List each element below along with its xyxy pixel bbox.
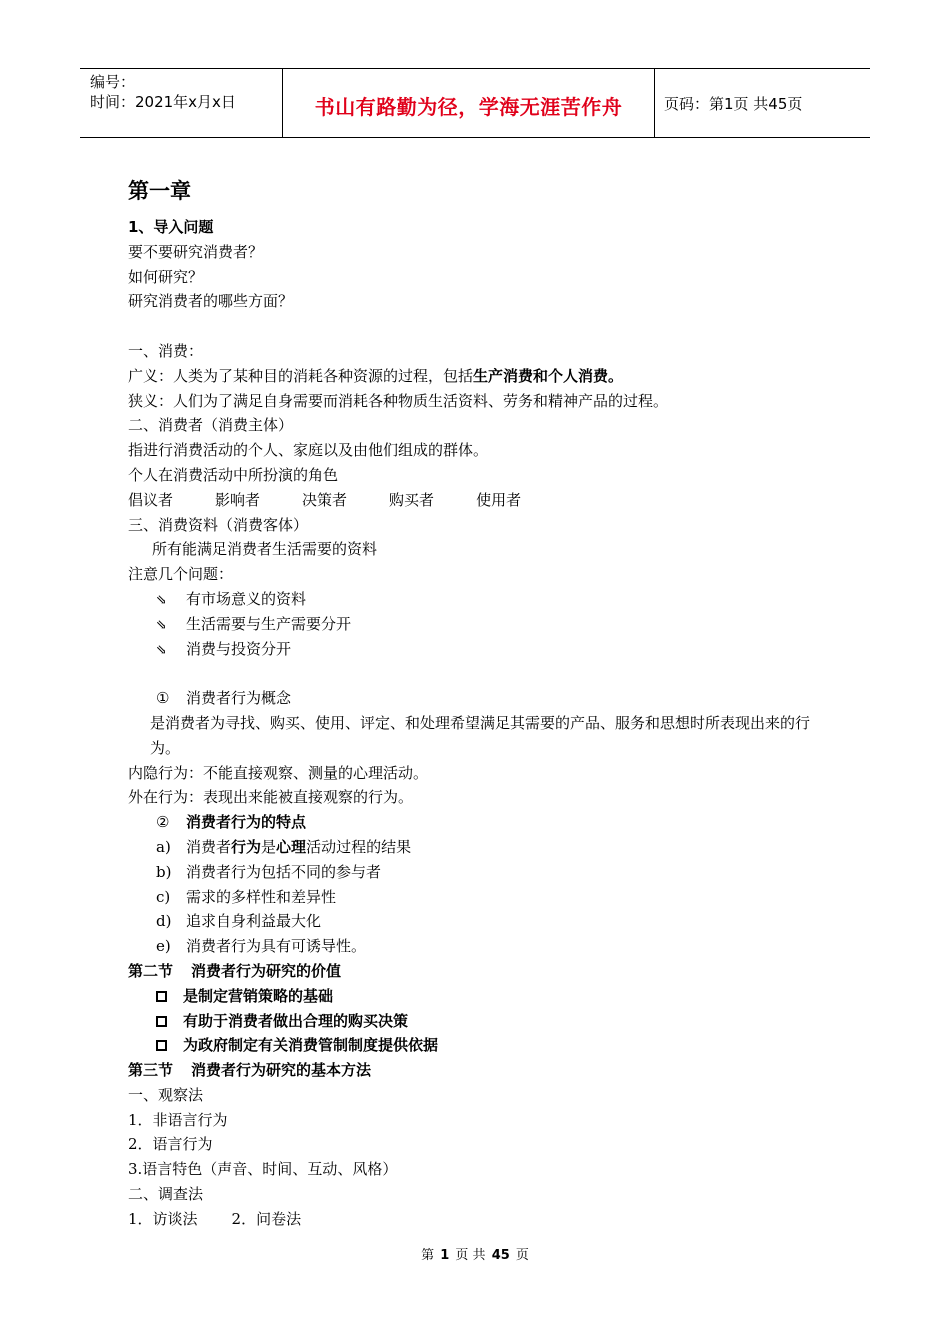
- broad-text: 广义：人类为了某种目的消耗各种资源的过程，包括: [128, 366, 474, 385]
- document-body: [128, 170, 828, 1232]
- chapter-title: 第一章: [128, 179, 191, 203]
- intro-title: 1、导入问题: [128, 218, 214, 236]
- checkbox-bullet-icon: [156, 1040, 167, 1051]
- feature-item: b) 消费者行为包括不同的参与者: [156, 862, 382, 881]
- method-item: 2．语言行为: [128, 1135, 213, 1154]
- question-1: 要不要研究消费者？: [128, 242, 264, 261]
- role-item: 使用者: [476, 490, 522, 509]
- concept-heading: ① 消费者行为概念: [128, 686, 828, 711]
- concept-definition: 是消费者为寻找、购买、使用、评定、和处理希望满足其需要的产品、服务和思想时所表现出来的行为。: [150, 713, 811, 757]
- materials-definition: 所有能满足消费者生活需要的资料: [152, 540, 378, 559]
- section-consumer: 二、消费者（消费主体）: [128, 416, 294, 435]
- doc-number-label: 编号：: [90, 73, 136, 91]
- circled-number: ①: [156, 689, 170, 708]
- note-item: ⇘ 消费与投资分开: [128, 637, 828, 662]
- notes-title: 注意几个问题：: [128, 565, 234, 584]
- section-3-heading: 第三节 消费者行为研究的基本方法: [128, 1061, 372, 1080]
- arrow-bullet-icon: ⇘: [156, 642, 167, 658]
- role-item: 倡议者: [128, 490, 174, 509]
- checkbox-bullet-icon: [156, 991, 167, 1002]
- feature-item: c) 需求的多样性和差异性: [156, 887, 337, 906]
- footer-page-number: 1: [440, 1248, 450, 1263]
- arrow-bullet-icon: ⇘: [156, 592, 167, 608]
- value-item: 有助于消费者做出合理的购买决策: [128, 1009, 828, 1034]
- doc-time-label: 时间：2021年x月x日: [90, 93, 236, 111]
- roles-intro: 个人在消费活动中所扮演的角色: [128, 465, 339, 484]
- header-motto: 书山有路勤为径，学海无涯苦作舟: [283, 69, 655, 137]
- note-item: ⇘ 生活需要与生产需要分开: [128, 612, 828, 637]
- narrow-definition: 狭义：人们为了满足自身需要而消耗各种物质生活资料、劳务和精神产品的过程。: [128, 391, 669, 410]
- section-consumer-materials: 三、消费资料（消费客体）: [128, 515, 309, 534]
- circled-number: ②: [156, 813, 170, 832]
- question-3: 研究消费者的哪些方面？: [128, 292, 294, 311]
- explicit-behavior: 外在行为：表现出来能被直接观察的行为。: [128, 788, 414, 807]
- feature-item: a) 消费者行为是心理活动过程的结果: [156, 837, 412, 856]
- header-meta: [80, 69, 283, 137]
- arrow-bullet-icon: ⇘: [156, 617, 167, 633]
- role-item: 影响者: [215, 490, 261, 509]
- section-consumption: 一、消费：: [128, 341, 204, 360]
- broad-definition: [128, 364, 828, 389]
- spacer: [128, 661, 828, 686]
- checkbox-bullet-icon: [156, 1016, 167, 1027]
- implicit-behavior: 内隐行为：不能直接观察、测量的心理活动。: [128, 763, 429, 782]
- broad-bold-text: 生产消费和个人消费。: [473, 366, 624, 385]
- header-page-info: 页码：第1页 共45页: [664, 94, 803, 113]
- question-2: 如何研究？: [128, 267, 204, 286]
- method-item: 3.语言特色（声音、时间、互动、风格）: [128, 1160, 398, 1179]
- roles-list: [128, 488, 828, 513]
- value-item: 是制定营销策略的基础: [128, 984, 828, 1009]
- value-item: 为政府制定有关消费管制制度提供依据: [128, 1033, 828, 1058]
- note-item: ⇘ 有市场意义的资料: [128, 587, 828, 612]
- spacer: [128, 314, 828, 339]
- section-2-heading: 第二节 消费者行为研究的价值: [128, 961, 342, 980]
- consumer-definition: 指进行消费活动的个人、家庭以及由他们组成的群体。: [128, 441, 489, 460]
- feature-item: e) 消费者行为具有可诱导性。: [156, 937, 367, 956]
- method-survey: 二、调查法: [128, 1185, 204, 1204]
- method-item: 1．访谈法 2．问卷法: [128, 1209, 302, 1228]
- footer-total-pages: 45: [491, 1248, 510, 1263]
- page-footer: 第 1 页 共 45 页: [421, 1248, 529, 1263]
- role-item: 决策者: [302, 490, 348, 509]
- method-observation: 一、观察法: [128, 1085, 204, 1104]
- features-heading: ② 消费者行为的特点: [128, 810, 828, 835]
- method-item: 1．非语言行为: [128, 1110, 228, 1129]
- feature-item: d) 追求自身利益最大化: [156, 912, 322, 931]
- role-item: 购买者: [389, 490, 435, 509]
- page-header: [80, 68, 870, 138]
